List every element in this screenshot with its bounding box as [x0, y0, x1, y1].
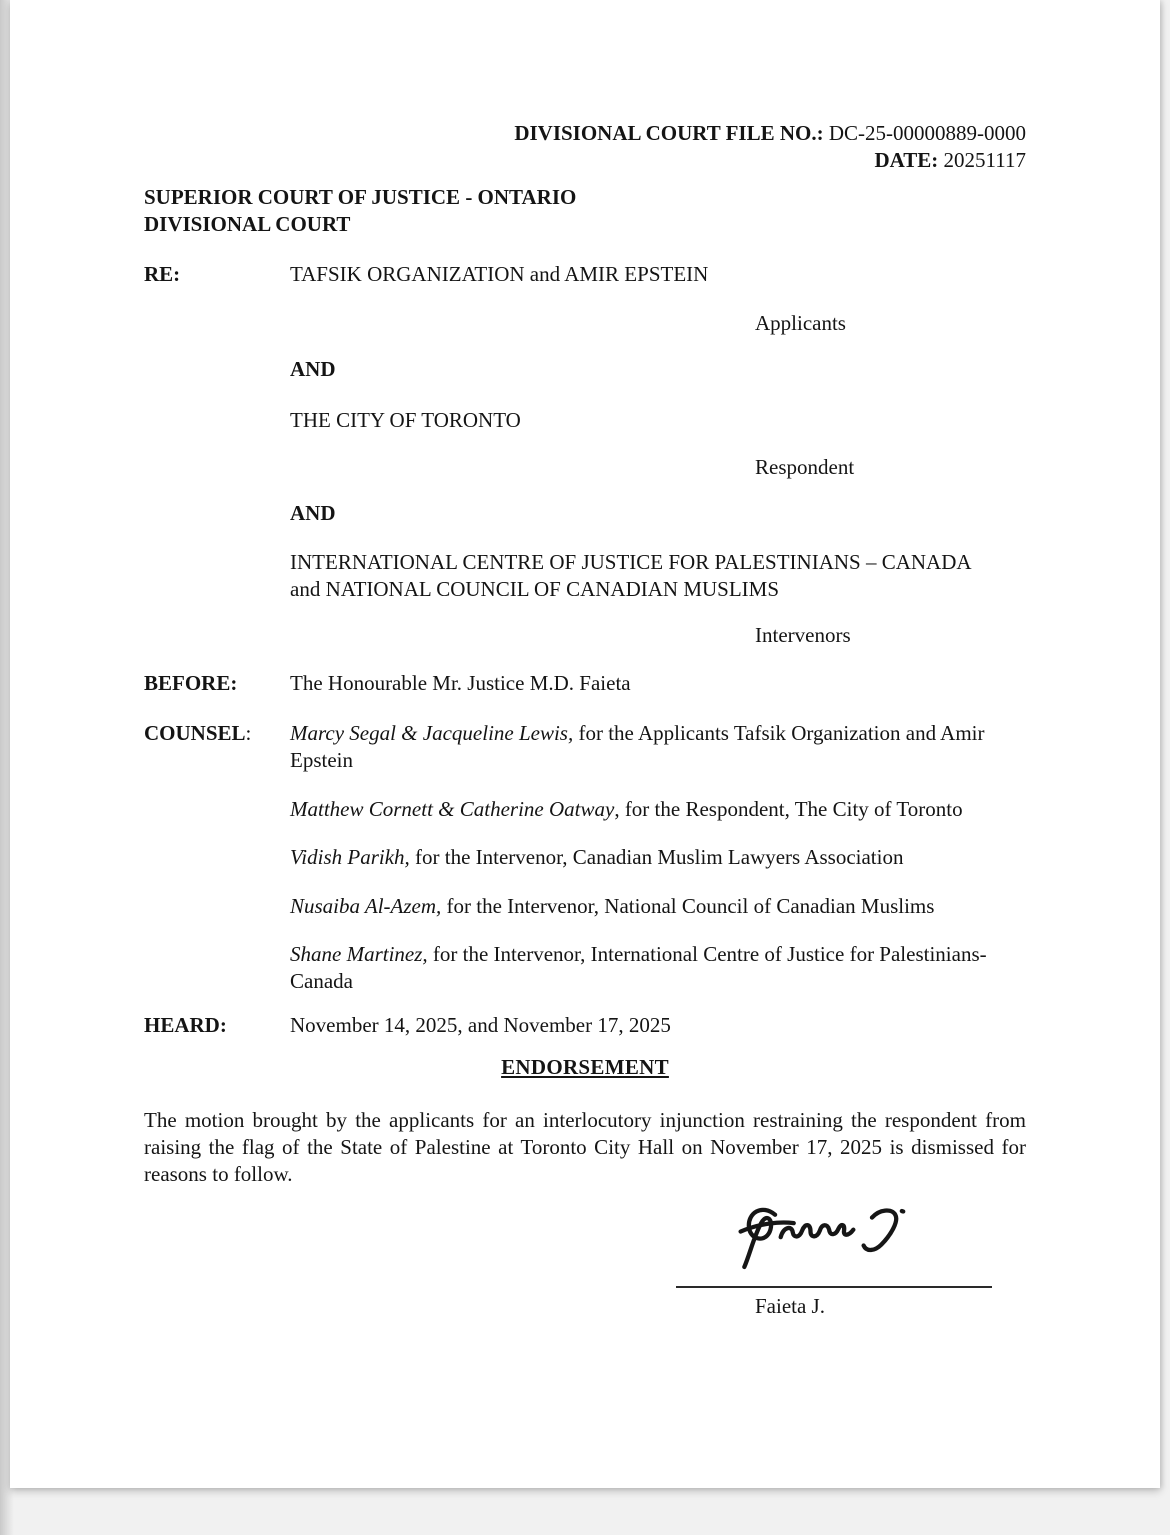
date-line — [144, 147, 1026, 174]
court-title — [144, 184, 1026, 238]
counsel-rest: for the Applicants Tafsik Organization and Amir Epstein — [290, 721, 985, 772]
before-value: The Honourable Mr. Justice M.D. Faieta — [290, 671, 631, 695]
file-number-value: DC-25-00000889-0000 — [823, 121, 1026, 145]
file-number-line — [144, 120, 1026, 147]
applicants-names: TAFSIK ORGANIZATION and AMIR EPSTEIN — [290, 262, 709, 286]
court-title-line2: DIVISIONAL COURT — [144, 212, 351, 236]
heard-row — [144, 1012, 1026, 1039]
handwritten-signature — [731, 1198, 931, 1280]
counsel-entry — [290, 844, 1026, 871]
counsel-entry — [290, 893, 1026, 920]
and-separator-1: AND — [290, 357, 336, 381]
signature-line — [676, 1286, 992, 1320]
counsel-entry — [290, 720, 1026, 774]
endorsement-heading: ENDORSEMENT — [501, 1055, 669, 1079]
court-title-line1: SUPERIOR COURT OF JUSTICE - ONTARIO — [144, 185, 577, 209]
heard-value: November 14, 2025, and November 17, 2025 — [290, 1013, 671, 1037]
counsel-row — [144, 720, 1026, 774]
counsel-colon: : — [245, 721, 252, 745]
date-label: DATE: — [874, 148, 939, 172]
intervenors-names-line1: INTERNATIONAL CENTRE OF JUSTICE FOR PALESTINIANS – CANADA — [290, 550, 972, 574]
counsel-entry — [290, 796, 1026, 823]
counsel-label: COUNSEL: — [144, 721, 252, 745]
intervenors-names-line2: and NATIONAL COUNCIL OF CANADIAN MUSLIMS — [290, 577, 780, 601]
date-value: 20251117 — [938, 148, 1026, 172]
file-number-label: DIVISIONAL COURT FILE NO.: — [514, 121, 824, 145]
before-label: BEFORE: — [144, 671, 238, 695]
respondent-name: THE CITY OF TORONTO — [290, 408, 521, 432]
counsel-rest: for the Intervenor, International Centre of Justice for Palestinians-Canada — [290, 942, 987, 993]
counsel-entry — [290, 941, 1026, 995]
before-row — [144, 670, 1026, 697]
applicants-role: Applicants — [755, 311, 846, 335]
heard-label: HEARD: — [144, 1013, 227, 1037]
counsel-names: Vidish Parikh, — [290, 845, 410, 869]
counsel-names: Marcy Segal & Jacqueline Lewis, — [290, 721, 574, 745]
intervenors-names — [290, 549, 1026, 603]
document-header — [144, 120, 1026, 174]
counsel-names: Shane Martinez, — [290, 942, 428, 966]
counsel-rest: , for the Respondent, The City of Toronto — [614, 797, 963, 821]
endorsement-body: The motion brought by the applicants for an interlocutory injunction restraining the respondent from raising the flag of the State of Palestine at Toronto City Hall on November 17, 2025 is dismissed for reasons to follow. — [144, 1108, 1026, 1186]
respondent-role: Respondent — [755, 455, 855, 479]
signature-block — [676, 1198, 992, 1320]
counsel-names: Nusaiba Al-Azem, — [290, 894, 442, 918]
re-label: RE: — [144, 262, 181, 286]
counsel-rest: for the Intervenor, National Council of Canadian Muslims — [441, 894, 935, 918]
counsel-names: Matthew Cornett & Catherine Oatway — [290, 797, 615, 821]
signed-name: Faieta J. — [755, 1294, 825, 1318]
and-separator-2: AND — [290, 501, 336, 525]
re-row — [144, 261, 1026, 288]
court-document-page — [10, 0, 1160, 1488]
intervenors-role: Intervenors — [755, 623, 851, 647]
counsel-rest: for the Intervenor, Canadian Muslim Lawyers Association — [409, 845, 904, 869]
